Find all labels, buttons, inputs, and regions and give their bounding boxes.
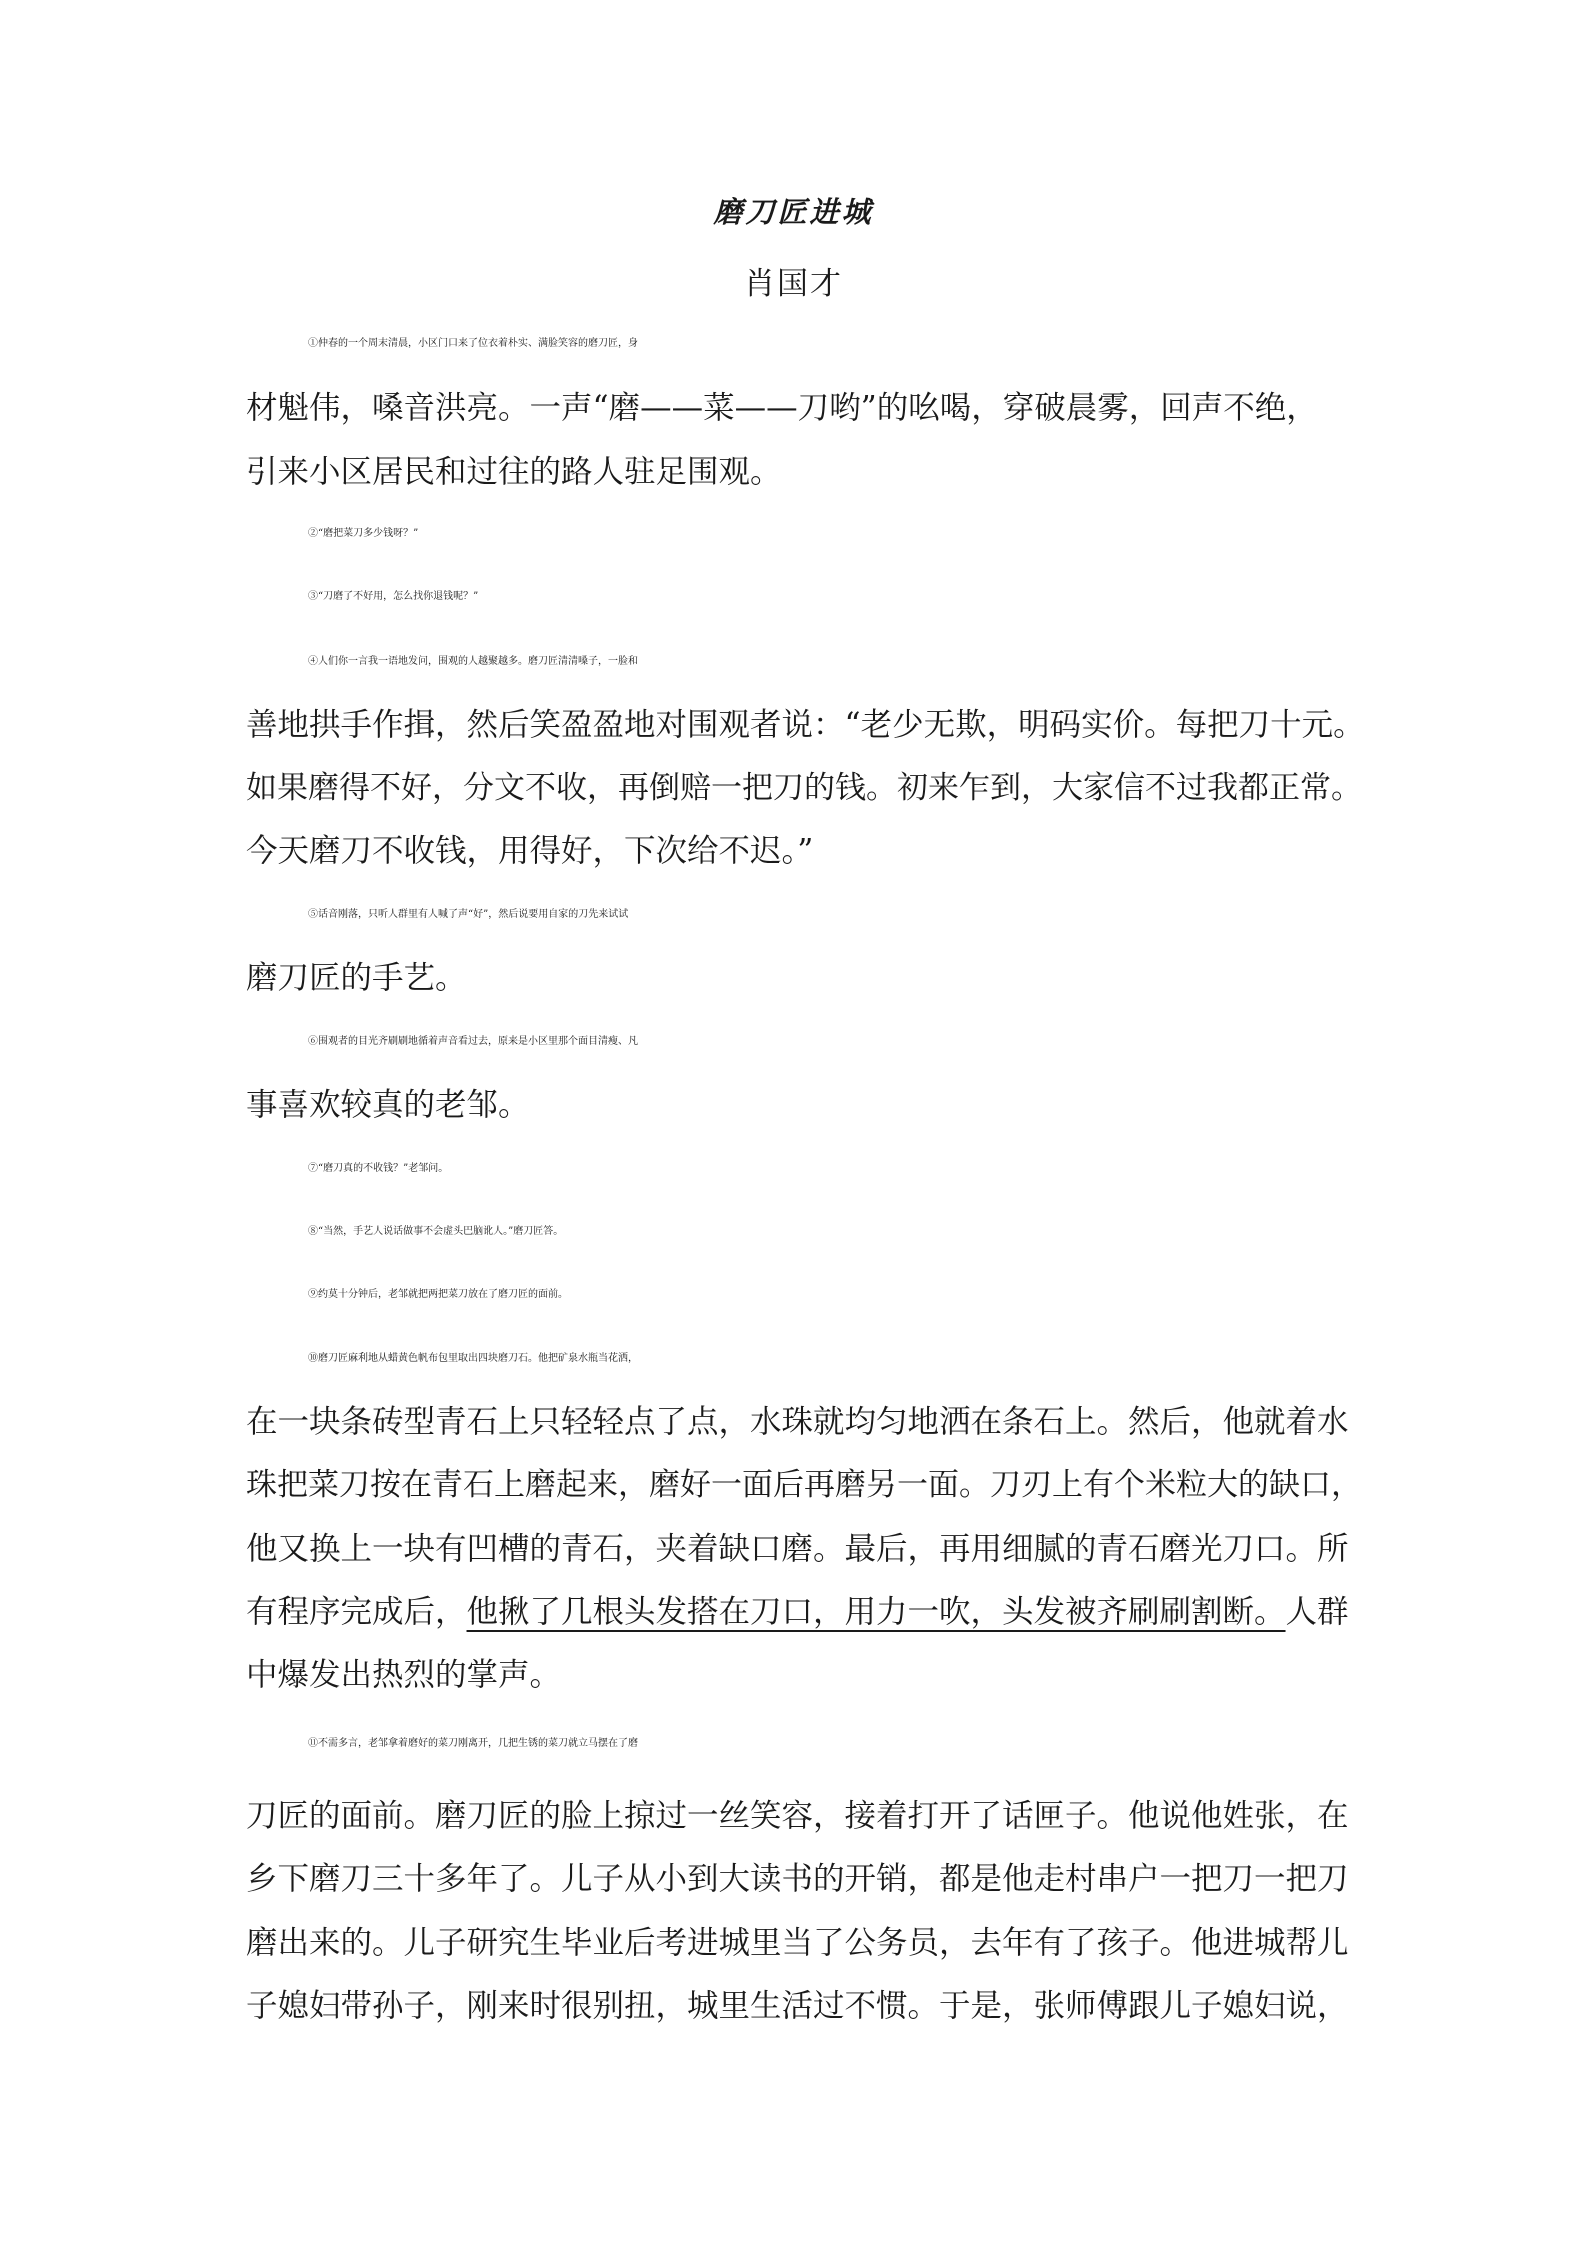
paragraph-line: 子媳妇带孙子，刚来时很别扭，城里生活过不惯。于是，张师傅跟儿子媳妇说，: [246, 1988, 1349, 2024]
paragraph-line: 材魁伟，嗓音洪亮。一声“磨——菜——刀哟”的吆喝，穿破晨雾，回声不绝，: [246, 390, 1318, 426]
paragraph-line: 事喜欢较真的老邹。: [246, 1087, 530, 1123]
paragraph-line: 在一块条砖型青石上只轻轻点了点，水珠就均匀地洒在条石上。然后，他就着水: [246, 1404, 1349, 1440]
line-text: 人群: [1285, 1594, 1349, 1630]
article-author: 肖国才: [744, 266, 843, 302]
paragraph-line: 善地拱手作揖，然后笑盈盈地对围观者说：“老少无欺，明码实价。每把刀十元。: [246, 707, 1365, 743]
paragraph-line: ②“磨把菜刀多少钱呀？”: [308, 528, 419, 539]
paragraph-line: 他又换上一块有凹槽的青石，夹着缺口磨。最后，再用细腻的青石磨光刀口。所: [246, 1531, 1349, 1567]
paragraph-line: ⑪不需多言，老邹拿着磨好的菜刀刚离开，几把生锈的菜刀就立马摆在了磨: [308, 1738, 638, 1749]
paragraph-line: ⑦“磨刀真的不收钱？”老邹问。: [308, 1163, 449, 1174]
paragraph-line-with-underline: [246, 1590, 1366, 1634]
paragraph-line: 如果磨得不好，分文不收，再倒赔一把刀的钱。初来乍到，大家信不过我都正常。: [246, 770, 1362, 806]
underlined-sentence: 他揪了几根头发搭在刀口，用力一吹，头发被齐刷刷割断。: [466, 1594, 1286, 1630]
paragraph-line: 乡下磨刀三十多年了。儿子从小到大读书的开销，都是他走村串户一把刀一把刀: [246, 1861, 1349, 1897]
paragraph-line: 磨出来的。儿子研究生毕业后考进城里当了公务员，去年有了孩子。他进城帮儿: [246, 1925, 1349, 1961]
paragraph-line: ⑤话音刚落，只听人群里有人喊了声“好”，然后说要用自家的刀先来试试: [308, 909, 629, 920]
paragraph-line: 刀匠的面前。磨刀匠的脸上掠过一丝笑容，接着打开了话匣子。他说他姓张，在: [246, 1798, 1349, 1834]
paragraph-line: ⑥围观者的目光齐刷刷地循着声音看过去，原来是小区里那个面目清瘦、凡: [308, 1036, 638, 1047]
paragraph-line: ①仲春的一个周末清晨，小区门口来了位衣着朴实、满脸笑容的磨刀匠，身: [308, 338, 638, 349]
paragraph-line: 引来小区居民和过往的路人驻足围观。: [246, 454, 782, 490]
paragraph-line: ⑩磨刀匠麻利地从蜡黄色帆布包里取出四块磨刀石。他把矿泉水瓶当花洒，: [308, 1353, 638, 1364]
paragraph-line: 磨刀匠的手艺。: [246, 960, 467, 996]
paragraph-line: 珠把菜刀按在青石上磨起来，磨好一面后再磨另一面。刀刃上有个米粒大的缺口，: [246, 1467, 1362, 1503]
paragraph-line: ⑧“当然，手艺人说话做事不会虚头巴脑讹人。”磨刀匠答。: [308, 1226, 564, 1237]
article-title: 磨刀匠进城: [713, 195, 874, 229]
paragraph-line: ⑨约莫十分钟后，老邹就把两把菜刀放在了磨刀匠的面前。: [308, 1289, 568, 1300]
paragraph-line: 中爆发出热烈的掌声。: [246, 1657, 562, 1693]
paragraph-line: ③“刀磨了不好用，怎么找你退钱呢？”: [308, 591, 479, 602]
paragraph-line: ④人们你一言我一语地发问，围观的人越聚越多。磨刀匠清清嗓子，一脸和: [308, 656, 638, 667]
line-text: 有程序完成后，: [246, 1594, 467, 1630]
paragraph-line: 今天磨刀不收钱，用得好，下次给不迟。”: [246, 833, 814, 869]
